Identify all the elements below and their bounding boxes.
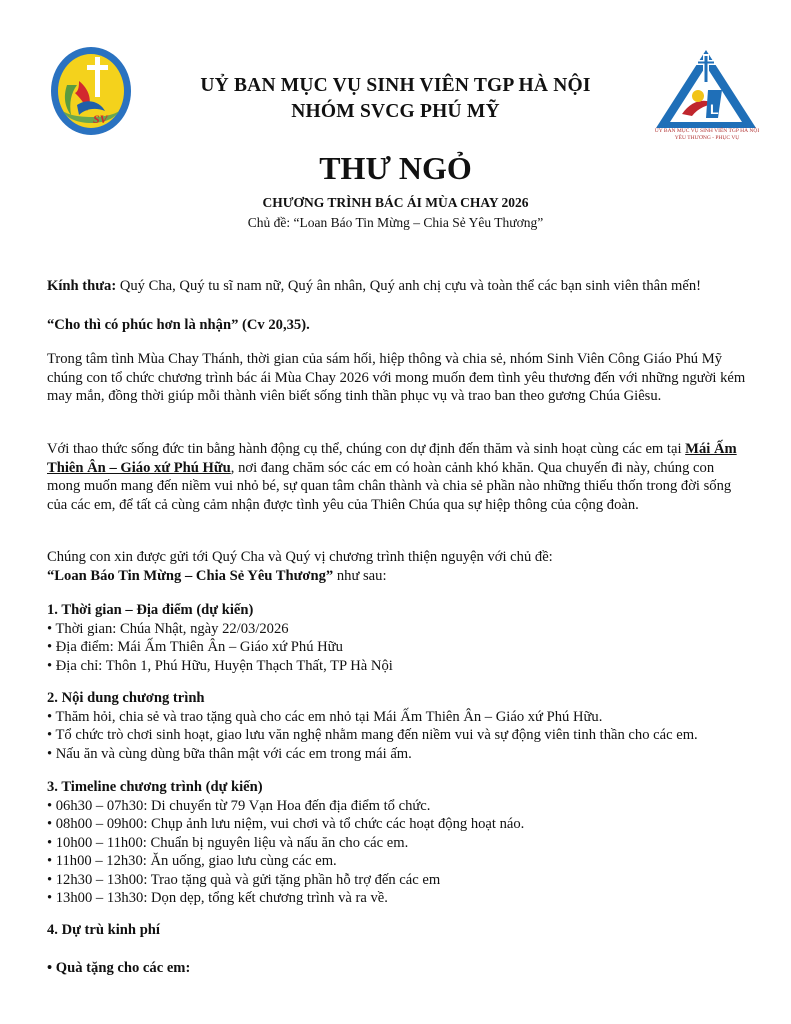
program-paragraph-tail: như sau: xyxy=(333,567,387,584)
program-paragraph-line1: Chúng con xin được gửi tới Quý Cha và Quý vị chương trình thiện nguyện với chủ đề: xyxy=(47,549,553,565)
intro-paragraph: Trong tâm tình Mùa Chay Thánh, thời gian của sám hối, hiệp thông và chia sẻ, nhóm Sinh Viên Công Giáo Phú Mỹ chúng con tổ chức chương trình bác ái Mùa Chay 2026 với mong muốn đem tình yêu thương đến với những người kém may mắn, đồng thời giúp mỗi thành viên biết sống tinh thần phục vụ và trao ban theo gương Chúa Giêsu. xyxy=(47,351,746,404)
list-item: • Địa điểm: Mái Ấm Thiên Ân – Giáo xứ Phú Hữu xyxy=(47,639,343,655)
right-logo-caption-line2: YÊU THƯƠNG - PHỤC VỤ xyxy=(674,135,740,141)
section-heading: 1. Thời gian – Địa điểm (dự kiến) xyxy=(47,602,254,618)
bible-quote: “Cho thì có phúc hơn là nhận” (Cv 20,35). xyxy=(47,317,310,333)
program-subtitle: CHƯƠNG TRÌNH BÁC ÁI MÙA CHAY 2026 xyxy=(262,195,529,210)
visit-paragraph-rest: , nơi đang chăm sóc các em có hoàn cảnh khó khăn. Qua chuyến đi này, chúng con mong muốn mang đến niềm vui nhỏ bé, sự quan tâm chân thành và chia sẻ phần nào những thiếu thốn trong đời sống của các em, để tất cả cùng cảm nhận được tình yêu của Thiên Chúa qua sự hiệp thông của cộng đoàn. xyxy=(47,459,732,513)
right-logo-caption xyxy=(650,128,764,142)
greeting-text: Quý Cha, Quý tu sĩ nam nữ, Quý ân nhân, Quý anh chị cựu và toàn thể các bạn sinh viên thân mến! xyxy=(116,278,702,294)
section-heading: 3. Timeline chương trình (dự kiến) xyxy=(47,779,263,795)
list-item: • Địa chỉ: Thôn 1, Phú Hữu, Huyện Thạch Thất, TP Hà Nội xyxy=(47,657,393,674)
section-timeline xyxy=(47,778,747,908)
gifts-subheading: • Quà tặng cho các em: xyxy=(47,960,191,976)
section-heading: 2. Nội dung chương trình xyxy=(47,690,205,706)
list-item: • Tổ chức trò chơi sinh hoạt, giao lưu văn nghệ nhằm mang đến niềm vui và sự động viên tinh thần cho các em. xyxy=(47,727,698,743)
visit-paragraph xyxy=(47,440,747,514)
list-item: • Thăm hỏi, chia sẻ và trao tặng quà cho các em nhỏ tại Mái Ấm Thiên Ân – Giáo xứ Phú Hữu. xyxy=(47,708,603,725)
visit-place: Mái Ấm Thiên Ân – Giáo xứ Phú Hữu xyxy=(47,441,737,476)
list-item: • Thời gian: Chúa Nhật, ngày 22/03/2026 xyxy=(47,620,289,637)
list-item: • 06h30 – 07h30: Di chuyển từ 79 Vạn Hoa đến địa điểm tổ chức. xyxy=(47,797,431,814)
svg-text:L: L xyxy=(710,101,719,117)
visit-paragraph-line1: Với thao thức sống đức tin bằng hành động cụ thể, chúng con dự định đến thăm và sinh hoạt cùng các em tại xyxy=(47,441,682,457)
list-item: • Nấu ăn và cùng dùng bữa thân mật với các em trong mái ấm. xyxy=(47,745,412,762)
svg-text:SV: SV xyxy=(93,112,108,126)
program-theme-inline: “Loan Báo Tin Mừng – Chia Sẻ Yêu Thương” xyxy=(47,567,334,584)
greeting xyxy=(47,277,747,296)
page-title: THƯ NGỎ xyxy=(319,150,472,186)
list-item: • 08h00 – 09h00: Chụp ảnh lưu niệm, vui chơi và tổ chức các hoạt động hoạt náo. xyxy=(47,816,525,832)
section-budget-heading: 4. Dự trù kinh phí xyxy=(47,922,160,938)
program-paragraph xyxy=(47,548,747,585)
section-program-content xyxy=(47,689,747,763)
organization-name: UỶ BAN MỤC VỤ SINH VIÊN TGP HÀ NỘI xyxy=(200,75,591,96)
list-item: • 12h30 – 13h00: Trao tặng quà và gửi tặng phần hỗ trợ đến các em xyxy=(47,871,441,888)
group-name: NHÓM SVCG PHÚ MỸ xyxy=(291,101,500,122)
list-item: • 11h00 – 12h30: Ăn uống, giao lưu cùng các em. xyxy=(47,853,337,869)
list-item: • 10h00 – 11h00: Chuẩn bị nguyên liệu và nấu ăn cho các em. xyxy=(47,834,409,851)
greeting-label: Kính thưa: xyxy=(47,278,117,294)
list-item: • 13h00 – 13h30: Dọn dẹp, tổng kết chương trình và ra về. xyxy=(47,890,388,906)
program-theme: Chủ đề: “Loan Báo Tin Mừng – Chia Sẻ Yêu Thương” xyxy=(247,215,544,230)
section-time-location xyxy=(47,601,747,675)
right-logo-caption-line1: ỦY BAN MỤC VỤ SINH VIÊN TGP HÀ NỘI xyxy=(654,128,760,134)
